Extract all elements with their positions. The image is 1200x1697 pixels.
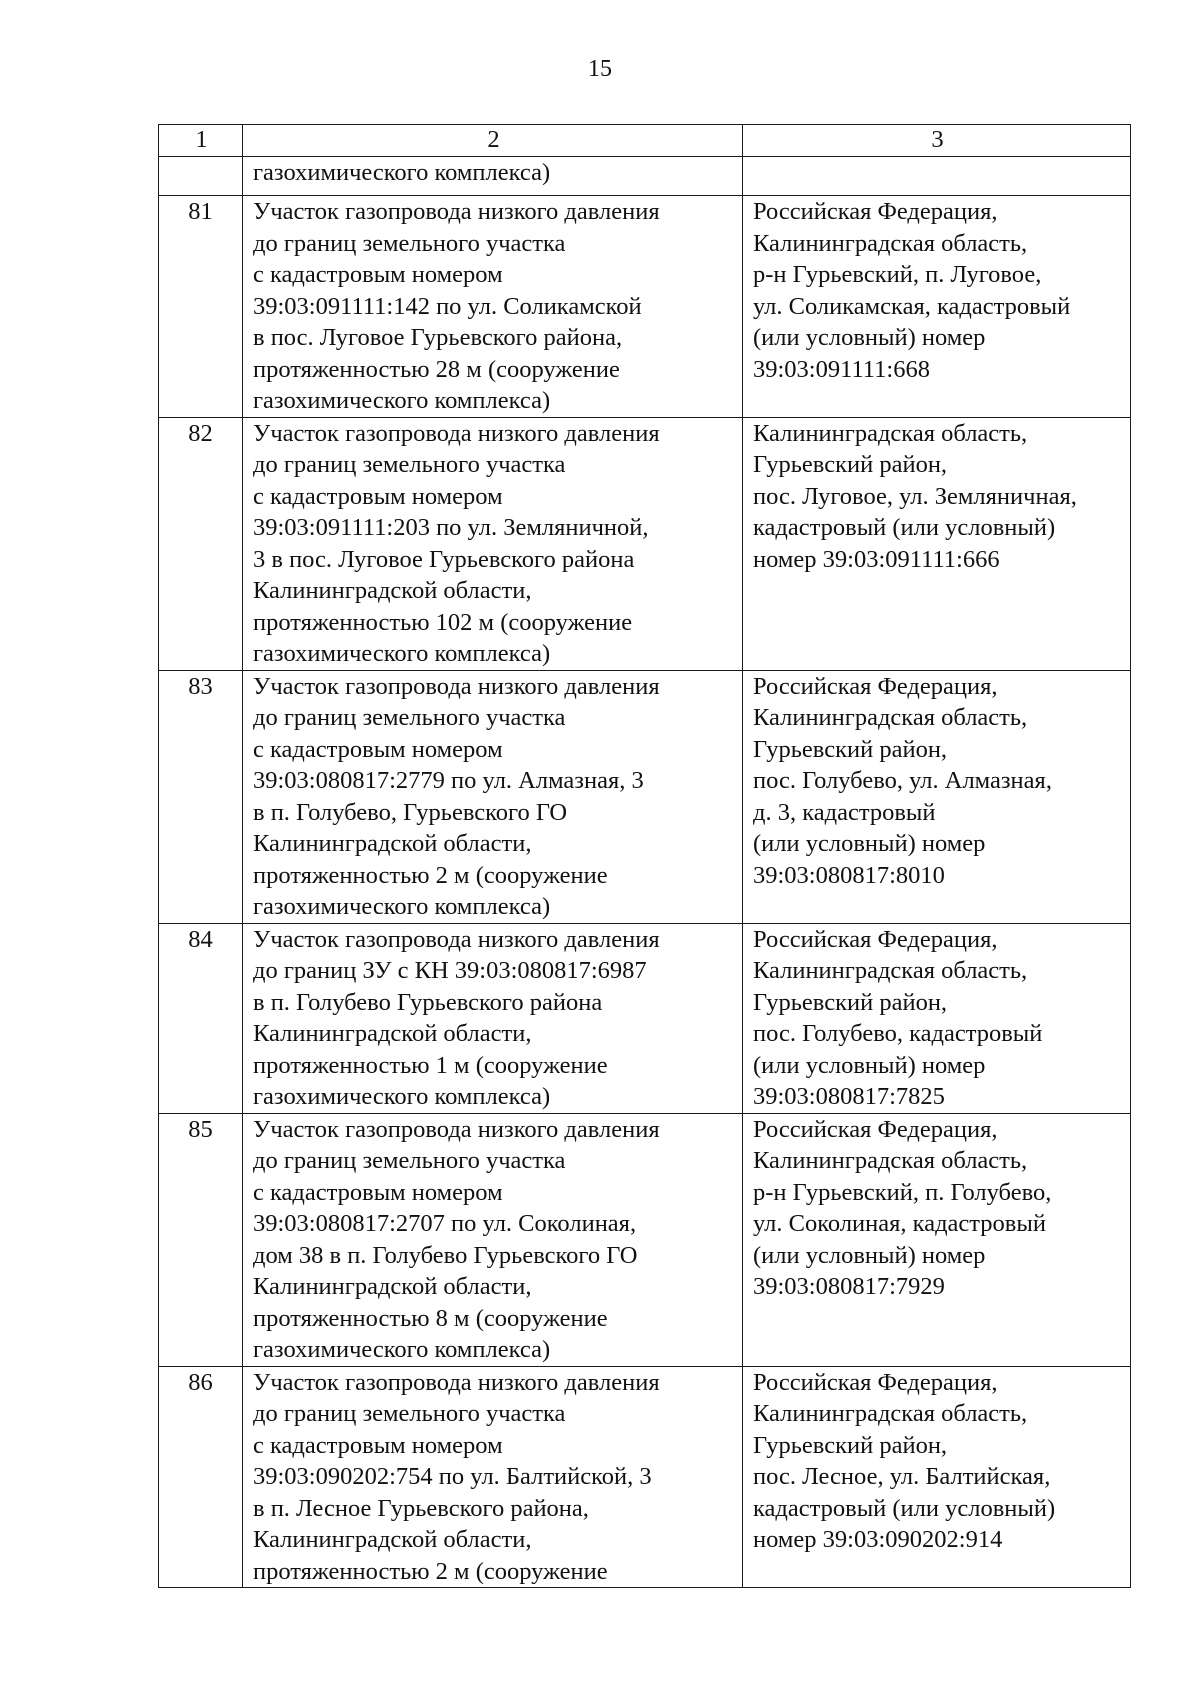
row-number: 86 — [159, 1366, 243, 1588]
row-description: Участок газопровода низкого давления до границ земельного участка с кадастровым номером 39:03:091111:142 по ул. Соликамской в пос. Луговое Гурьевского района, протяженностью 28 м (сооружение газохимического комплекса) — [243, 196, 743, 418]
row-description: Участок газопровода низкого давления до границ земельного участка с кадастровым номером 39:03:091111:203 по ул. Земляничной, 3 в пос. Луговое Гурьевского района Калининградской области, протяженностью 102 м (сооружение газохимического комплекса) — [243, 417, 743, 670]
row-number — [159, 157, 243, 196]
table-header-row — [159, 125, 1131, 157]
column-header-location: 3 — [743, 125, 1131, 157]
table-row — [159, 1113, 1131, 1366]
table-row — [159, 196, 1131, 418]
column-header-description: 2 — [243, 125, 743, 157]
table-row-continuation — [159, 157, 1131, 196]
table-row — [159, 670, 1131, 923]
registry-table — [158, 124, 1131, 1588]
table-row — [159, 923, 1131, 1113]
row-description: Участок газопровода низкого давления до границ земельного участка с кадастровым номером 39:03:080817:2779 по ул. Алмазная, 3 в п. Голубево, Гурьевского ГО Калининградской области, протяженностью 2 м (сооружение газохимического комплекса) — [243, 670, 743, 923]
row-description: Участок газопровода низкого давления до границ земельного участка с кадастровым номером 39:03:090202:754 по ул. Балтийской, 3 в п. Лесное Гурьевского района, Калининградской области, протяженностью 2 м (сооружение — [243, 1366, 743, 1588]
column-header-number: 1 — [159, 125, 243, 157]
row-description: Участок газопровода низкого давления до границ ЗУ с КН 39:03:080817:6987 в п. Голубево Гурьевского района Калининградской области, протяженностью 1 м (сооружение газохимического комплекса) — [243, 923, 743, 1113]
row-location: Российская Федерация, Калининградская область, р-н Гурьевский, п. Луговое, ул. Соликамская, кадастровый (или условный) номер 39:03:091111:668 — [743, 196, 1131, 418]
row-location: Российская Федерация, Калининградская область, Гурьевский район, пос. Лесное, ул. Балтийская, кадастровый (или условный) номер 39:03:090202:914 — [743, 1366, 1131, 1588]
row-location: Российская Федерация, Калининградская область, Гурьевский район, пос. Голубево, кадастровый (или условный) номер 39:03:080817:7825 — [743, 923, 1131, 1113]
table-row — [159, 417, 1131, 670]
row-number: 81 — [159, 196, 243, 418]
row-location: Российская Федерация, Калининградская область, Гурьевский район, пос. Голубево, ул. Алмазная, д. 3, кадастровый (или условный) номер 39:03:080817:8010 — [743, 670, 1131, 923]
row-location: Калининградская область, Гурьевский район, пос. Луговое, ул. Земляничная, кадастровый (или условный) номер 39:03:091111:666 — [743, 417, 1131, 670]
row-number: 82 — [159, 417, 243, 670]
row-location: Российская Федерация, Калининградская область, р-н Гурьевский, п. Голубево, ул. Соколиная, кадастровый (или условный) номер 39:03:080817:7929 — [743, 1113, 1131, 1366]
row-description: Участок газопровода низкого давления до границ земельного участка с кадастровым номером 39:03:080817:2707 по ул. Соколиная, дом 38 в п. Голубево Гурьевского ГО Калининградской области, протяженностью 8 м (сооружение газохимического комплекса) — [243, 1113, 743, 1366]
row-description: газохимического комплекса) — [243, 157, 743, 196]
table-row — [159, 1366, 1131, 1588]
row-location — [743, 157, 1131, 196]
row-number: 83 — [159, 670, 243, 923]
row-number: 85 — [159, 1113, 243, 1366]
page-number: 15 — [588, 56, 612, 82]
row-number: 84 — [159, 923, 243, 1113]
